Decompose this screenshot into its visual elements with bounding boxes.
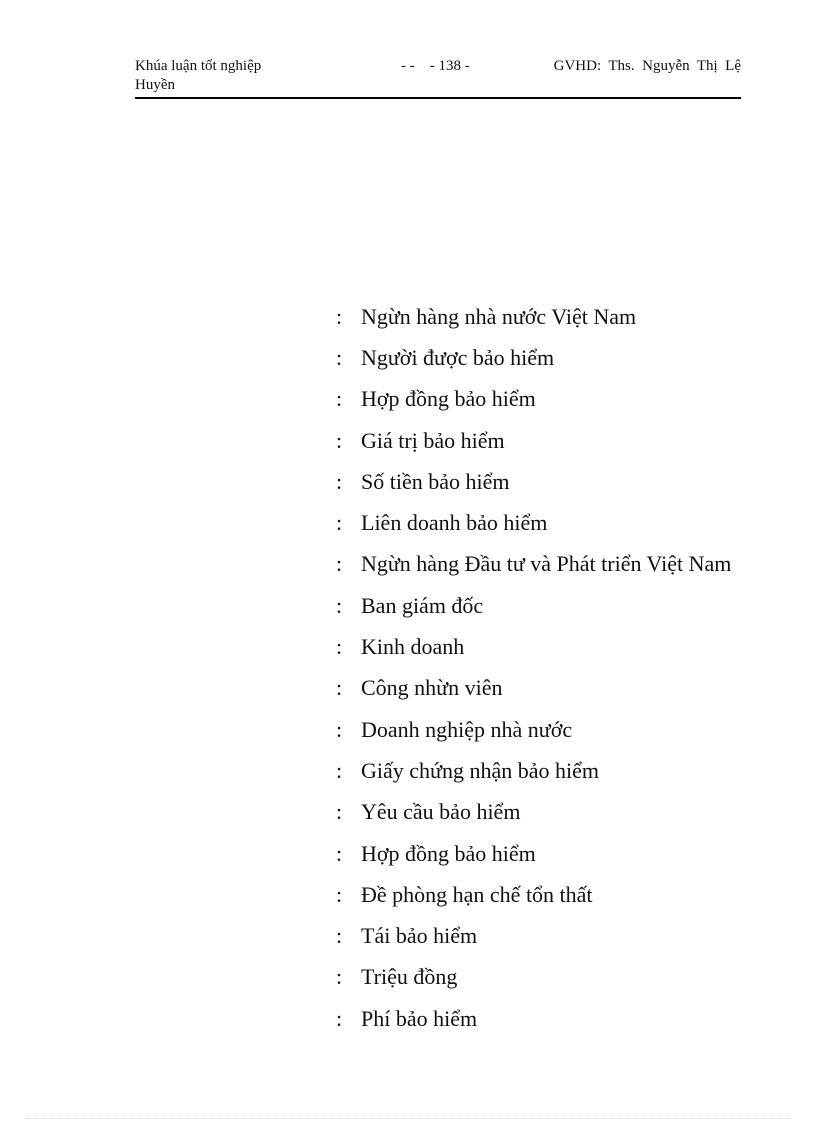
abbreviation-meaning: Liên doanh bảo hiểm <box>361 510 548 536</box>
separator-colon: : <box>336 510 343 536</box>
separator-colon: : <box>336 303 343 329</box>
page-bottom-divider <box>24 1118 792 1119</box>
abbreviation-meaning: Hợp đồng bảo hiểm <box>361 840 536 866</box>
separator-colon: : <box>336 427 343 453</box>
list-item <box>333 709 803 750</box>
abbreviation-meaning: Ngừn hàng Đầu tư và Phát triển Việt Nam <box>361 551 732 577</box>
abbreviation-meaning: Triệu đồng <box>361 964 458 990</box>
separator-colon: : <box>336 675 343 701</box>
header-page-number: - - - 138 - <box>401 58 470 74</box>
separator-colon: : <box>336 799 343 825</box>
list-item <box>333 833 803 874</box>
abbreviation-meaning: Ngừn hàng nhà nước Việt Nam <box>361 303 637 329</box>
separator-colon: : <box>336 551 343 577</box>
list-item <box>333 957 803 998</box>
abbreviation-meaning: Ban giám đốc <box>361 592 484 618</box>
list-item <box>333 337 803 378</box>
abbreviation-meaning: Doanh nghiệp nhà nước <box>361 716 573 742</box>
list-item <box>333 668 803 709</box>
separator-colon: : <box>336 386 343 412</box>
abbreviation-meaning: Yêu cầu bảo hiểm <box>361 799 521 825</box>
abbreviation-meaning: Số tiền bảo hiểm <box>361 468 510 494</box>
abbreviation-meaning: Phí bảo hiểm <box>361 1005 478 1031</box>
header-thesis-title: Khúa luận tốt nghiệp <box>135 58 262 74</box>
abbreviation-meaning: Người được bảo hiểm <box>361 344 555 370</box>
separator-colon: : <box>336 964 343 990</box>
list-item <box>333 626 803 667</box>
list-item <box>333 750 803 791</box>
abbreviation-list <box>333 296 803 1031</box>
abbreviation-meaning: Hợp đồng bảo hiểm <box>361 386 536 412</box>
list-item <box>333 502 803 543</box>
abbreviation-meaning: Công nhừn viên <box>361 675 503 701</box>
list-item <box>333 296 803 337</box>
list-item <box>333 379 803 420</box>
list-item <box>333 461 803 502</box>
abbreviation-meaning: Tái bảo hiểm <box>361 923 478 949</box>
separator-colon: : <box>336 592 343 618</box>
separator-colon: : <box>336 757 343 783</box>
list-item <box>333 792 803 833</box>
separator-colon: : <box>336 468 343 494</box>
header-advisor-continued: Huyền <box>135 77 175 93</box>
abbreviation-meaning: Giá trị bảo hiểm <box>361 427 505 453</box>
list-item <box>333 544 803 585</box>
header-advisor: GVHD: Ths. Nguyễn Thị Lệ <box>553 58 741 74</box>
abbreviation-meaning: Kinh doanh <box>361 634 465 660</box>
separator-colon: : <box>336 634 343 660</box>
separator-colon: : <box>336 923 343 949</box>
list-item <box>333 998 803 1039</box>
separator-colon: : <box>336 1005 343 1031</box>
list-item <box>333 420 803 461</box>
page-header <box>135 57 741 99</box>
separator-colon: : <box>336 881 343 907</box>
list-item <box>333 915 803 956</box>
list-item <box>333 874 803 915</box>
separator-colon: : <box>336 840 343 866</box>
separator-colon: : <box>336 716 343 742</box>
separator-colon: : <box>336 344 343 370</box>
abbreviation-meaning: Giấy chứng nhận bảo hiểm <box>361 757 599 783</box>
list-item <box>333 585 803 626</box>
abbreviation-meaning: Đề phòng hạn chế tổn thất <box>361 881 593 907</box>
